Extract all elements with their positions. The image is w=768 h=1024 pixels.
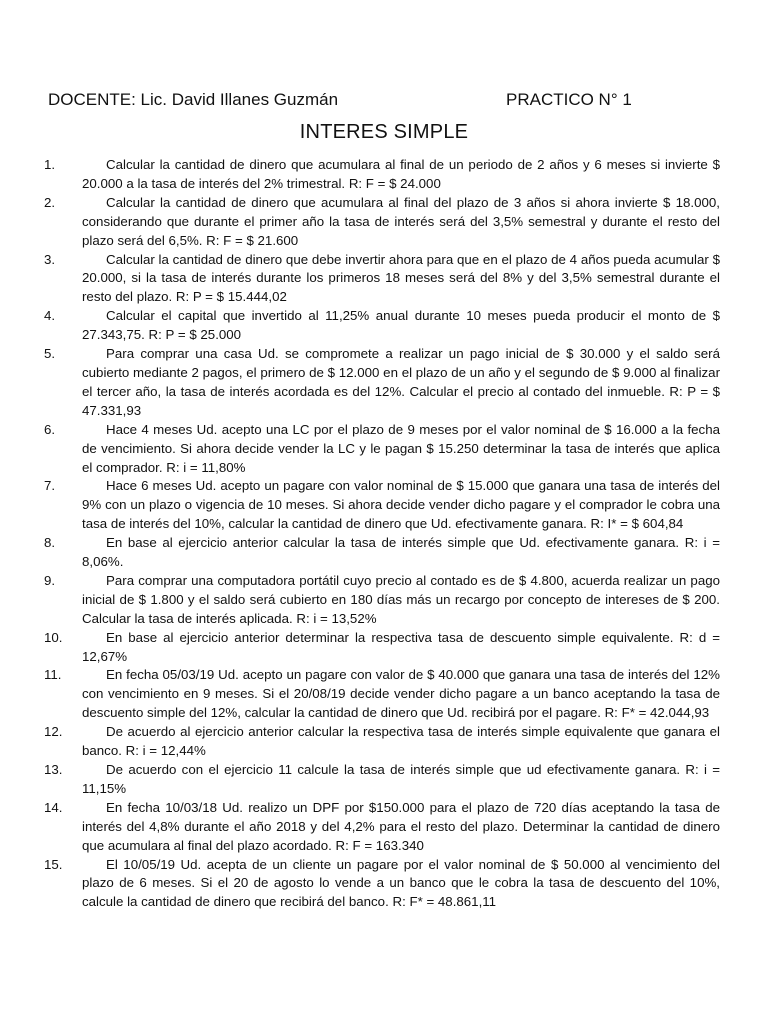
exercise-number: 6. — [44, 421, 56, 437]
exercise-item — [44, 307, 720, 345]
exercise-number: 9. — [44, 572, 56, 588]
exercise-item — [44, 799, 720, 856]
exercise-text: Calcular la cantidad de dinero que acumulara al final de un periodo de 2 años y 6 meses si invierte $ 20.000 a la tasa de interés del 2% trimestral. R: F = $ 24.000 — [82, 157, 720, 191]
exercise-text: Calcular la cantidad de dinero que acumulara al final del plazo de 3 años si ahora invierte $ 18.000, considerando que durante el primer año la tasa de interés será del 3,5% semestral y durante el resto del plazo será del 6,5%. R: F = $ 21.600 — [82, 194, 720, 248]
exercise-item — [44, 345, 720, 421]
exercise-number: 2. — [44, 194, 56, 210]
document-header — [48, 90, 720, 114]
exercise-text: Hace 6 meses Ud. acepto un pagare con valor nominal de $ 15.000 que ganara una tasa de interés del 9% con un plazo o vigencia de 10 meses. Si ahora decide vender dicho pagare y el comprador le cobra una tasa de interés del 10%, calcular la cantidad de dinero que Ud. efectivamente ganara. R: I* = $ 604,84 — [82, 478, 720, 532]
exercise-text: En base al ejercicio anterior calcular la tasa de interés simple que Ud. efectivamente ganara. R: i = 8,06%. — [82, 535, 720, 570]
exercise-number: 12. — [44, 724, 63, 740]
exercise-item — [44, 421, 720, 478]
exercise-text: De acuerdo al ejercicio anterior calcular la respectiva tasa de interés simple equivalente que ganara el banco. R: i = 12,44% — [82, 724, 720, 759]
exercise-item — [44, 194, 720, 251]
exercise-text: En base al ejercicio anterior determinar la respectiva tasa de descuento simple equivalente. R: d = 12,67% — [82, 629, 720, 664]
teacher-name: DOCENTE: Lic. David Illanes Guzmán — [48, 90, 339, 109]
exercise-number: 7. — [44, 478, 56, 494]
exercise-number: 1. — [44, 157, 56, 172]
exercise-number: 5. — [44, 346, 56, 362]
exercise-item — [44, 251, 720, 308]
exercise-item — [44, 629, 720, 667]
exercise-item — [44, 723, 720, 761]
exercise-number: 15. — [44, 856, 63, 872]
exercise-item — [44, 761, 720, 799]
exercise-item — [44, 572, 720, 629]
exercise-list — [44, 156, 720, 912]
exercise-item — [44, 477, 720, 534]
exercise-text: Hace 4 meses Ud. acepto una LC por el plazo de 9 meses por el valor nominal de $ 16.000 a la fecha de vencimiento. Si ahora decide vender la LC y le pagan $ 15.250 determinar la tasa de interés que aplica el comprador. R: i = 11,80% — [82, 421, 720, 475]
exercise-number: 10. — [44, 629, 63, 645]
exercise-text: En fecha 05/03/19 Ud. acepto un pagare con valor de $ 40.000 que ganara una tasa de interés del 12% con vencimiento en 9 meses. Si el 20/08/19 decide vender dicho pagare a un banco aceptando la tasa de descuento simple del 12%, calcular la cantidad de dinero que Ud. recibirá por el pagare. R: F* = 42.044,93 — [82, 667, 720, 721]
exercise-item — [44, 856, 720, 913]
document-title: INTERES SIMPLE — [299, 121, 469, 143]
exercise-number: 8. — [44, 535, 56, 551]
exercise-item — [44, 534, 720, 572]
exercise-text: Para comprar una computadora portátil cuyo precio al contado es de $ 4.800, acuerda realizar un pago inicial de $ 1.800 y el saldo será cubierto en 180 días más un recargo por concepto de intereses de $ 200. Calcular la tasa de interés aplicada. R: i = 13,52% — [82, 572, 720, 626]
practice-number: PRACTICO N° 1 — [506, 90, 632, 109]
exercise-number: 4. — [44, 308, 56, 324]
exercise-item — [44, 156, 720, 194]
exercise-text: En fecha 10/03/18 Ud. realizo un DPF por $150.000 para el plazo de 720 días aceptando la tasa de interés del 4,8% durante el año 2018 y del 4,2% para el resto del plazo. Determinar la cantidad de dinero que acumulara al final del plazo acordado. R: F = 163.340 — [82, 799, 720, 853]
exercise-item — [44, 666, 720, 723]
exercise-number: 11. — [44, 667, 62, 683]
exercise-text: Calcular el capital que invertido al 11,25% anual durante 10 meses pueda producir el monto de $ 27.343,75. R: P = $ 25.000 — [82, 308, 720, 343]
exercise-number: 3. — [44, 251, 56, 267]
exercise-number: 13. — [44, 762, 63, 777]
exercise-text: Para comprar una casa Ud. se compromete a realizar un pago inicial de $ 30.000 y el saldo será cubierto mediante 2 pagos, el primero de $ 12.000 en el plazo de un año y el segundo de $ 9.000 al finalizar el tercer año, la tasa de interés acordada es del 12%. Calcular el precio al contado del inmueble. R: P = $ 47.331,93 — [82, 346, 720, 418]
exercise-text: De acuerdo con el ejercicio 11 calcule la tasa de interés simple que ud efectivamente ganara. R: i = 11,15% — [82, 762, 720, 796]
exercise-number: 14. — [44, 799, 63, 815]
exercise-text: El 10/05/19 Ud. acepta de un cliente un pagare por el valor nominal de $ 50.000 al vencimiento del plazo de 6 meses. Si el 20 de agosto lo vende a un banco que le cobra la tasa de descuento del 10%, calcule la cantidad de dinero que recibirá del banco. R: F* = 48.861,11 — [82, 856, 720, 910]
exercise-text: Calcular la cantidad de dinero que debe invertir ahora para que en el plazo de 4 años pueda acumular $ 20.000, si la tasa de interés durante los primeros 18 meses será del 8% y del 3,5% semestral durante el resto del plazo. R: P = $ 15.444,02 — [82, 251, 720, 305]
